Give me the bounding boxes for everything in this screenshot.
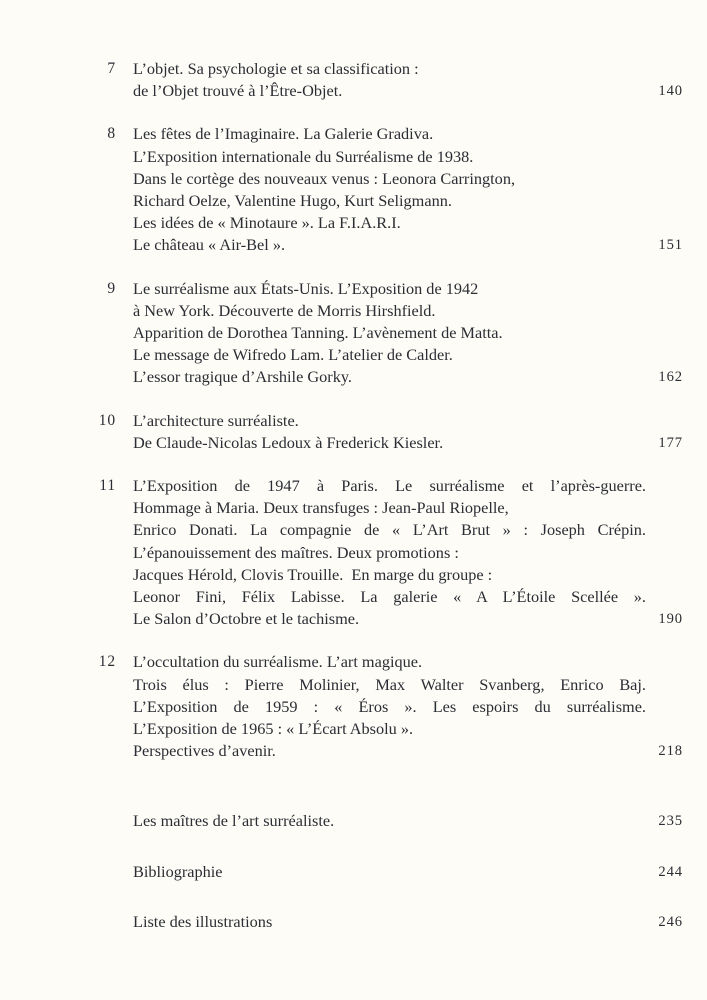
table-of-contents (96, 58, 683, 933)
entry-line: L’occultation du surréalisme. L’art magique. (133, 652, 423, 672)
entry-line: L’Exposition de 1965 : « L’Écart Absolu ». (133, 719, 414, 739)
entry-line: L’Exposition internationale du Surréalisme de 1938. (133, 146, 474, 166)
entry-line: L’Exposition de 1947 à Paris. Le surréalisme et l’après-guerre. (133, 476, 646, 496)
entry-line: L’Exposition de 1959 : « Éros ». Les espoirs du surréalisme. (133, 696, 646, 716)
entry-line: Jacques Hérold, Clovis Trouille. En marge du groupe : (133, 564, 493, 584)
entry-line: à New York. Découverte de Morris Hirshfield. (133, 300, 436, 320)
entry-line: Le Salon d’Octobre et le tachisme. (133, 609, 360, 629)
entry-line: Enrico Donati. La compagnie de « L’Art Brut » : Joseph Crépin. (133, 520, 646, 540)
chapter-number: 12 (98, 653, 116, 671)
entry-line: Richard Oelze, Valentine Hugo, Kurt Seligmann. (133, 191, 452, 211)
chapter-number: 7 (107, 60, 116, 77)
page-number: 190 (658, 611, 683, 628)
toc-entry[interactable] (96, 58, 683, 102)
chapter-number: 11 (99, 477, 116, 495)
entry-line: Leonor Fini, Félix Labisse. La galerie « A L’Étoile Scellée ». (133, 587, 646, 607)
entry-line: Liste des illustrations (133, 911, 273, 931)
toc-entry[interactable] (133, 810, 683, 832)
entry-text-block (133, 123, 683, 256)
entry-text-block (133, 410, 683, 454)
entry-line: Apparition de Dorothea Tanning. L’avènement de Matta. (133, 323, 503, 343)
entry-text-block (133, 58, 683, 102)
toc-entry[interactable] (133, 911, 683, 933)
entry-line: Perspectives d’avenir. (133, 741, 276, 761)
entry-line: L’architecture surréaliste. (133, 410, 299, 430)
entry-line: Le château « Air-Bel ». (133, 235, 286, 255)
page-number: 218 (658, 743, 683, 760)
toc-entry[interactable] (96, 651, 683, 762)
spacer (96, 833, 646, 861)
toc-entry[interactable] (96, 410, 683, 454)
entry-line: Hommage à Maria. Deux transfuges : Jean-Paul Riopelle, (133, 498, 509, 518)
toc-entry[interactable] (96, 475, 683, 630)
page-number: 244 (658, 863, 683, 880)
entry-text-block (133, 278, 683, 389)
chapter-number: 8 (107, 125, 116, 143)
entry-line: Les fêtes de l’Imaginaire. La Galerie Gradiva. (133, 124, 434, 144)
entry-line: Le surréalisme aux États-Unis. L’Exposition de 1942 (133, 278, 479, 298)
chapter-number: 10 (98, 411, 116, 429)
entry-line: L’épanouissement des maîtres. Deux promotions : (133, 542, 459, 562)
page-number: 177 (658, 434, 683, 451)
entry-line: de l’Objet trouvé à l’Être-Objet. (133, 81, 343, 101)
page-number: 246 (658, 913, 683, 930)
spacer (96, 883, 646, 911)
toc-entry[interactable] (96, 278, 683, 389)
toc-entry[interactable] (96, 123, 683, 256)
spacer (96, 783, 646, 810)
page-number: 140 (658, 83, 683, 100)
page-number: 162 (658, 369, 683, 386)
entry-line: Les idées de « Minotaure ». La F.I.A.R.I. (133, 213, 401, 233)
page-number: 151 (658, 237, 683, 254)
entry-line: L’objet. Sa psychologie et sa classification : (133, 59, 419, 78)
entry-line: Bibliographie (133, 861, 223, 881)
entry-line: Le message de Wifredo Lam. L’atelier de Calder. (133, 345, 453, 365)
entry-line: L’essor tragique d’Arshile Gorky. (133, 367, 352, 387)
chapter-number: 9 (107, 279, 116, 297)
entry-line: Dans le cortège des nouveaux venus : Leonora Carrington, (133, 168, 516, 188)
entry-line: Trois élus : Pierre Molinier, Max Walter Svanberg, Enrico Baj. (133, 674, 646, 694)
entry-line: Les maîtres de l’art surréaliste. (133, 811, 335, 831)
page-number: 235 (658, 813, 683, 830)
entry-line: De Claude-Nicolas Ledoux à Frederick Kiesler. (133, 432, 444, 452)
toc-entry[interactable] (133, 861, 683, 883)
entry-text-block (133, 475, 683, 630)
entry-text-block (133, 651, 683, 762)
